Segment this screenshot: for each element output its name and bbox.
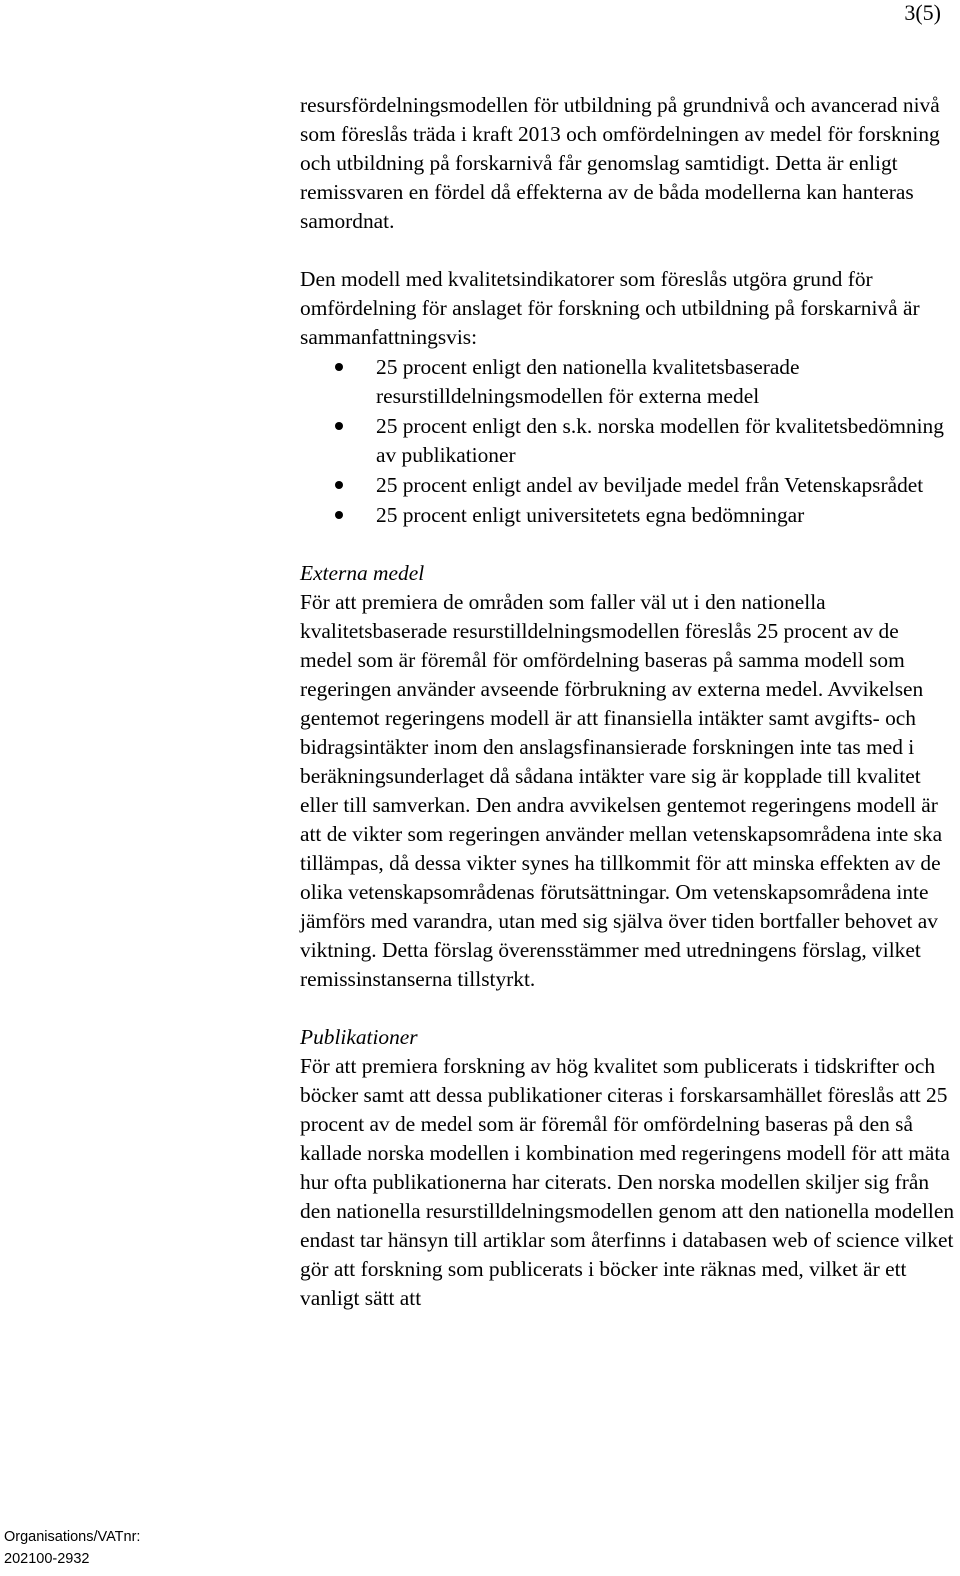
section-body-externa-medel: För att premiera de områden som faller väl ut i den nationella kvalitetsbaserade resurstilldelningsmodellen föreslås 25 procent av de medel som är föremål för omfördelning baseras på samma modell som regeringen använder avseende förbrukning av externa medel. Avvikelsen gentemot regeringens modell är att finansiella intäkter samt avgifts- och bidragsintäkter inom den anslagsfinansierade forskningen inte tas med i beräkningsunderlaget då sådana intäkter vare sig är kopplade till kvalitet eller till samverkan. Den andra avvikelsen gentemot regeringens modell är att de vikter som regeringen använder mellan vetenskapsområdena inte ska tillämpas, då dessa vikter synes ha tillkommit för att minska effekten av de olika vetenskapsområdenas förutsättningar. Om vetenskapsområdena inte jämförs med varandra, utan med sig själva över tiden bortfaller behovet av viktning. Detta förslag överensstämmer med utredningens förslag, vilket remissinstanserna tillstyrkt. [300,590,943,991]
page-number: 3(5) [904,0,941,25]
bullet-icon [335,511,343,519]
bullet-icon [335,422,343,430]
list-item [300,353,956,411]
paragraph-model-summary: Den modell med kvalitetsindikatorer som föreslås utgöra grund för omfördelning för anslaget för forskning och utbildning på forskarnivå är sammanfattningsvis: [300,267,920,349]
bullet-icon [335,363,343,371]
list-item-text: 25 procent enligt den nationella kvalitetsbaserade resurstilldelningsmodellen för externa medel [376,355,800,408]
document-body [300,91,956,1313]
list-item-text: 25 procent enligt universitetets egna bedömningar [376,503,805,527]
list-item [300,501,956,530]
section-heading-publikationer: Publikationer [300,1025,418,1049]
footer [4,1526,140,1570]
section-body-publikationer: För att premiera forskning av hög kvalitet som publicerats i tidskrifter och böcker samt att dessa publikationer citeras i forskarsamhället föreslås att 25 procent av de medel som är föremål för omfördelning baseras på den så kallade norska modellen i kombination med regeringens modell för att mäta hur ofta publikationerna har citerats. Den norska modellen skiljer sig från den nationella resurstilldelningsmodellen genom att den nationella modellen endast tar hänsyn till artiklar som återfinns i databasen web of science vilket gör att forskning som publicerats i böcker inte räknas med, vilket är ett vanligt sätt att [300,1054,955,1310]
footer-org-number: 202100-2932 [4,1551,90,1567]
list-item-text: 25 procent enligt den s.k. norska modellen för kvalitetsbedömning av publikationer [376,414,944,467]
paragraph-intro: resursfördelningsmodellen för utbildning på grundnivå och avancerad nivå som föreslås träda i kraft 2013 och omfördelningen av medel för forskning och utbildning på forskarnivå får genomslag samtidigt. Detta är enligt remissvaren en fördel då effekterna av de båda modellerna kan hanteras samordnat. [300,93,940,233]
footer-org-label: Organisations/VATnr: [4,1529,141,1545]
section-heading-externa-medel: Externa medel [300,561,425,585]
list-item [300,412,956,470]
list-item [300,471,956,500]
indicator-list [300,353,956,530]
list-item-text: 25 procent enligt andel av beviljade medel från Vetenskapsrådet [376,473,924,497]
bullet-icon [335,481,343,489]
